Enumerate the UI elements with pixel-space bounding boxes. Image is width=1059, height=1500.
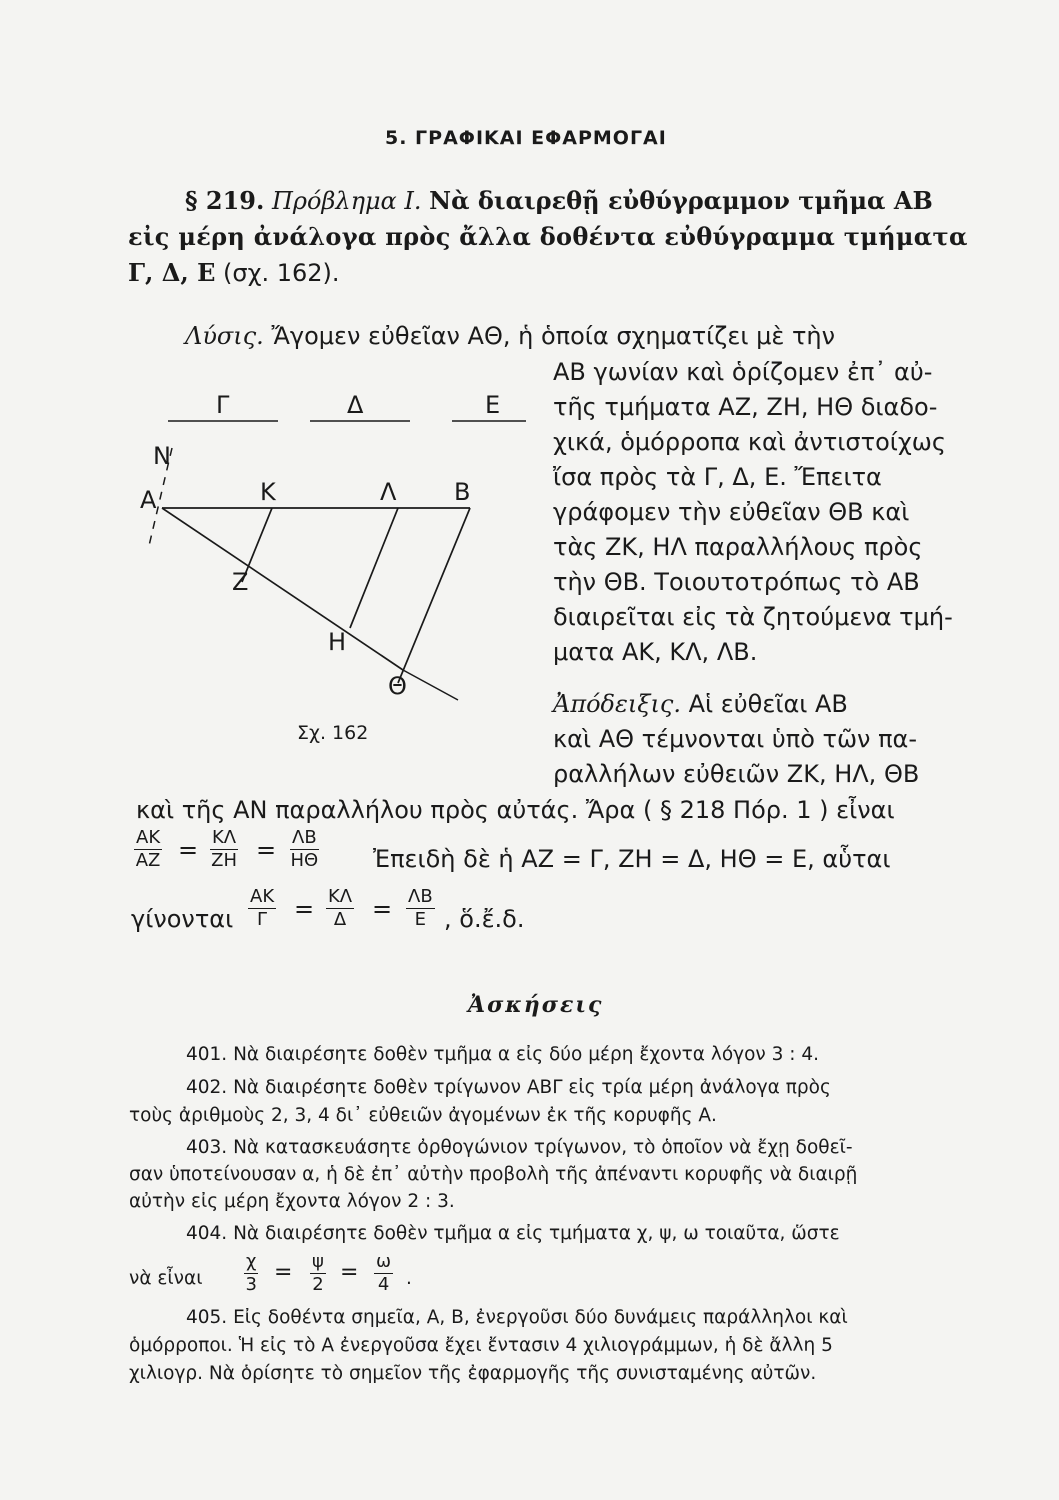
label-epsilon: Ε xyxy=(485,391,501,419)
exercise-404 xyxy=(186,1223,840,1244)
exercise-403-line-2: σαν ὑποτείνουσαν α, ἡ δὲ ἐπ᾽ αὐτὴν προβολὴ τῆς ἀπέναντι κορυφῆς νὰ διαιρῇ xyxy=(129,1164,858,1185)
equals-sign: = xyxy=(372,895,393,923)
label-Z: Ζ xyxy=(232,568,249,596)
problem-number: § 219. xyxy=(185,186,265,215)
label-B: Β xyxy=(454,478,471,506)
label-gamma: Γ xyxy=(216,391,230,419)
fraction-numerator: ω xyxy=(376,1251,392,1272)
fraction-x-3 xyxy=(244,1251,258,1296)
fraction-denominator: Δ xyxy=(333,909,347,930)
problem-segments: Γ, Δ, Ε xyxy=(128,258,216,287)
exercise-404-prefix: νὰ εἶναι xyxy=(129,1268,203,1289)
fraction-LB-HTh xyxy=(290,827,319,872)
exercise-number: 402. xyxy=(186,1077,228,1098)
exercise-number: 405. xyxy=(186,1307,228,1328)
fraction-numerator: ΛΒ xyxy=(292,827,317,848)
fraction-numerator: ΚΛ xyxy=(328,886,353,907)
fraction-KL-D xyxy=(326,886,354,931)
figure-caption: Σχ. 162 xyxy=(297,722,369,744)
solution-line-4: χικά, ὁμόρροπα καὶ ἀντιστοίχως xyxy=(553,428,946,456)
fraction-denominator: ΑΖ xyxy=(135,850,161,871)
fraction-numerator: χ xyxy=(246,1251,257,1272)
solution-line-5: ἴσα πρὸς τὰ Γ, Δ, Ε. Ἔπειτα xyxy=(553,463,882,491)
problem-line-2: εἰς μέρη ἀνάλογα πρὸς ἄλλα δοθέντα εὐθύγραμμα τμήματα xyxy=(128,222,968,251)
exercise-405 xyxy=(186,1307,848,1328)
solution-line-6: γράφομεν τὴν εὐθεῖαν ΘΒ καὶ xyxy=(553,498,910,526)
fraction-denominator: 2 xyxy=(312,1274,324,1295)
exercise-404-suffix: . xyxy=(406,1268,412,1289)
fraction-numerator: ΑΚ xyxy=(136,827,161,848)
fraction-denominator: 4 xyxy=(377,1274,390,1295)
exercise-number: 403. xyxy=(186,1137,228,1158)
label-L: Λ xyxy=(380,478,397,506)
exercise-401 xyxy=(186,1044,819,1065)
fraction-denominator: Ε xyxy=(414,909,427,930)
fraction-psi-2 xyxy=(310,1251,326,1296)
exercise-403 xyxy=(186,1137,853,1158)
exercise-text: Νὰ διαιρέσητε δοθὲν τμῆμα α εἰς τμήματα χ, ψ, ω τοιαῦτα, ὥστε xyxy=(233,1223,840,1244)
problem-label: Πρόβλημα I. xyxy=(272,187,422,215)
solution-line-8: τὴν ΘΒ. Τοιουτοτρόπως τὸ ΑΒ xyxy=(553,568,920,596)
fraction-denominator: ΗΘ xyxy=(290,850,319,871)
solution-line-9: διαιρεῖται εἰς τὰ ζητούμενα τμή- xyxy=(553,603,953,631)
equals-sign: = xyxy=(294,895,315,923)
label-delta: Δ xyxy=(347,391,364,419)
fraction-omega-4 xyxy=(374,1251,393,1296)
problem-text-1: Νὰ διαιρεθῇ εὐθύγραμμον τμῆμα ΑΒ xyxy=(429,186,933,215)
line-HL xyxy=(350,508,398,628)
proof-line-3: ραλλήλων εὐθειῶν ΖΚ, ΗΛ, ΘΒ xyxy=(553,760,920,788)
solution-text-1: Ἄγομεν εὐθεῖαν ΑΘ, ἡ ὁποία σχηματίζει μὲ τὴν xyxy=(271,322,836,350)
fraction-numerator: ΛΒ xyxy=(408,886,433,907)
equals-sign: = xyxy=(178,836,199,864)
figure-reference: (σχ. 162). xyxy=(215,259,340,287)
exercise-text: Νὰ διαιρέσητε δοθὲν τρίγωνον ΑΒΓ εἰς τρία μέρη ἀνάλογα πρὸς xyxy=(233,1077,831,1098)
proof-label: Ἀπόδειξις. xyxy=(553,690,681,718)
fraction-denominator: ΖΗ xyxy=(211,850,237,871)
exercise-402 xyxy=(186,1077,831,1098)
fraction-KL-ZH xyxy=(210,827,238,872)
solution-line-7: τὰς ΖΚ, ΗΛ παραλλήλους πρὸς xyxy=(553,533,923,561)
fraction-AK-G xyxy=(248,886,276,931)
solution-line-10: ματα ΑΚ, ΚΛ, ΛΒ. xyxy=(553,638,758,666)
line-ThetaB xyxy=(398,508,470,683)
fraction-numerator: ΑΚ xyxy=(250,886,275,907)
solution-line-1 xyxy=(185,322,835,350)
label-Theta: Θ xyxy=(388,672,407,700)
fraction-AK-AZ xyxy=(134,827,162,872)
fraction-numerator: ΚΛ xyxy=(212,827,237,848)
fraction-denominator: Γ xyxy=(257,909,268,930)
proof-line-1 xyxy=(553,690,848,718)
proof-line-6: γίνονται xyxy=(131,905,234,933)
problem-line-3 xyxy=(128,258,340,287)
exercise-402-line-2: τοὺς ἀριθμοὺς 2, 3, 4 δι᾽ εὐθειῶν ἀγομένων ἐκ τῆς κορυφῆς Α. xyxy=(129,1105,717,1126)
line-extension xyxy=(403,670,458,700)
fraction-numerator: ψ xyxy=(312,1251,324,1272)
label-N: N xyxy=(153,442,171,470)
section-title: 5. ΓΡΑΦΙΚΑΙ ΕΦΑΡΜΟΓΑΙ xyxy=(385,127,667,149)
fraction-LB-E xyxy=(406,886,435,931)
label-A: Α xyxy=(140,486,157,514)
label-H: Η xyxy=(328,628,347,656)
figure-162 xyxy=(120,380,540,710)
proof-line-4: καὶ τῆς ΑΝ παραλλήλου πρὸς αὐτάς. Ἄρα ( § 218 Πόρ. 1 ) εἶναι xyxy=(136,796,895,824)
qed: , ὅ.ἔ.δ. xyxy=(444,905,525,933)
solution-line-2: ΑΒ γωνίαν καὶ ὁρίζομεν ἐπ᾽ αὐ- xyxy=(553,358,933,386)
proof-line-5: Ἐπειδὴ δὲ ἡ ΑΖ = Γ, ΖΗ = Δ, ΗΘ = Ε, αὗται xyxy=(373,845,891,873)
fraction-denominator: 3 xyxy=(245,1274,257,1295)
exercise-number: 401. xyxy=(186,1044,228,1065)
equals-sign: = xyxy=(340,1260,359,1285)
proof-line-2: καὶ ΑΘ τέμνονται ὑπὸ τῶν πα- xyxy=(553,725,918,753)
exercise-text: Νὰ κατασκευάσητε ὀρθογώνιον τρίγωνον, τὸ ὁποῖον νὰ ἔχῃ δοθεῖ- xyxy=(233,1137,853,1158)
label-K: Κ xyxy=(260,478,276,506)
proof-text-1: Αἱ εὐθεῖαι ΑΒ xyxy=(688,690,848,718)
exercise-405-line-2: ὁμόρροποι. Ἡ εἰς τὸ Α ἐνεργοῦσα ἔχει ἔντασιν 4 χιλιογράμμων, ἡ δὲ ἄλλη 5 xyxy=(129,1335,833,1356)
solution-line-3: τῆς τμήματα ΑΖ, ΖΗ, ΗΘ διαδο- xyxy=(553,393,938,421)
equals-sign: = xyxy=(256,836,277,864)
exercises-title: Ἀσκήσεις xyxy=(468,992,604,1018)
exercise-number: 404. xyxy=(186,1223,228,1244)
exercise-403-line-3: αὐτὴν εἰς μέρη ἔχοντα λόγον 2 : 3. xyxy=(129,1191,455,1212)
line-ATheta xyxy=(162,508,403,670)
equals-sign: = xyxy=(274,1260,293,1285)
exercise-text: Εἰς δοθέντα σημεῖα, Α, Β, ἐνεργοῦσι δύο δυνάμεις παράλληλοι καὶ xyxy=(233,1307,848,1328)
problem-line-1 xyxy=(185,186,933,215)
exercise-405-line-3: χιλιογρ. Νὰ ὁρίσητε τὸ σημεῖον τῆς ἐφαρμογῆς τῆς συνισταμένης αὐτῶν. xyxy=(129,1363,817,1384)
solution-label: Λύσις. xyxy=(185,322,264,350)
exercise-text: Νὰ διαιρέσητε δοθὲν τμῆμα α εἰς δύο μέρη ἔχοντα λόγον 3 : 4. xyxy=(233,1044,820,1065)
